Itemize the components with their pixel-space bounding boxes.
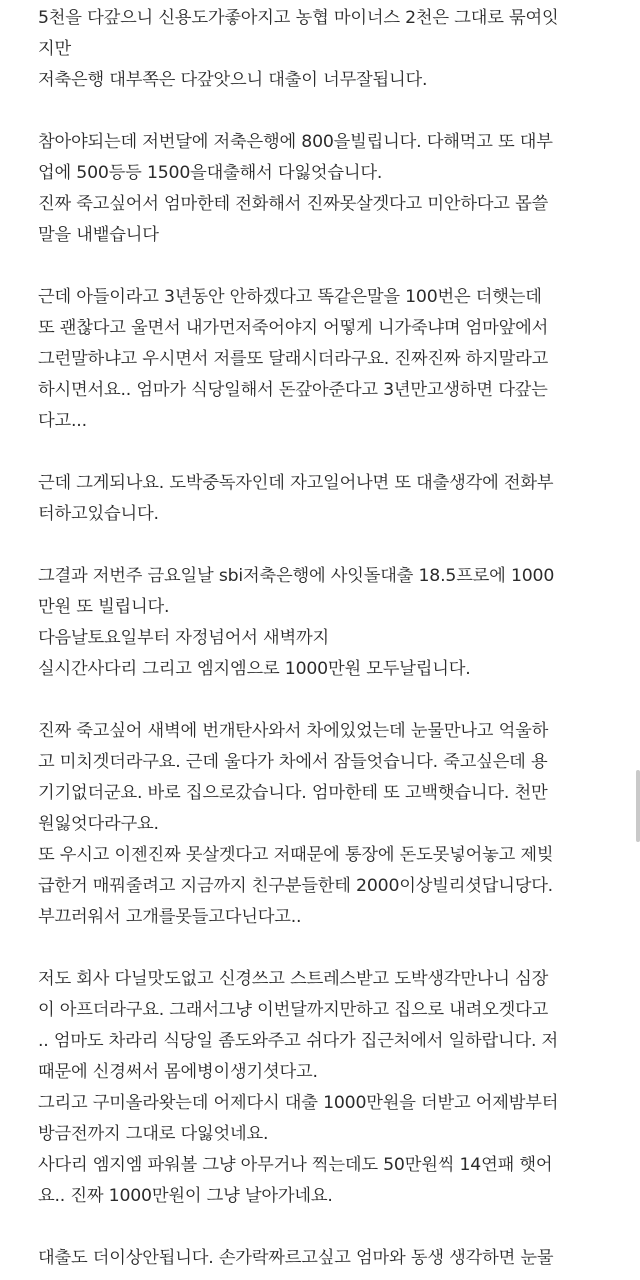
paragraph-spacer	[38, 530, 622, 561]
paragraph	[38, 468, 622, 530]
post-text-line: 때문에 신경써서 몸에병이생기셧다고.	[38, 1062, 318, 1082]
post-text-line: 요.. 진짜 1000만원이 그냥 날아가네요.	[38, 1186, 333, 1206]
post-text-line: .. 엄마도 차라리 식당일 좀도와주고 쉬다가 집근처에서 일하랍니다. 저	[38, 1031, 559, 1051]
paragraph	[38, 127, 622, 251]
post-text-line: 사다리 엠지엠 파워볼 그냥 아무거나 찍는데도 50만원씩 14연패 햇어	[38, 1155, 553, 1175]
post-text-line: 고 미치겟더라구요. 근데 울다가 차에서 잠들엇습니다. 죽고싶은데 용	[38, 752, 548, 772]
post-text-line: 참아야되는데 저번달에 저축은행에 800을빌립니다. 다해먹고 또 대부	[38, 132, 553, 152]
paragraph	[38, 3, 622, 96]
post-text-line: 방금전까지 그대로 다잃엇네요.	[38, 1124, 269, 1144]
paragraph	[38, 964, 622, 1212]
post-text-line: 저도 회사 다닐맛도없고 신경쓰고 스트레스받고 도박생각만나니 심장	[38, 969, 549, 989]
post-text-line: 이 아프더라구요. 그래서그냥 이번달까지만하고 집으로 내려오겟다고	[38, 1000, 549, 1020]
paragraph-spacer	[38, 251, 622, 282]
post-text-line: 원잃엇다라구요.	[38, 814, 159, 834]
post-text-line: 5천을 다갚으니 신용도가좋아지고 농협 마이너스 2천은 그대로 묶여잇	[38, 8, 559, 28]
post-text-line: 업에 500등등 1500을대출해서 다잃엇습니다.	[38, 163, 383, 183]
paragraph-spacer	[38, 1212, 622, 1243]
paragraph-spacer	[38, 933, 622, 964]
post-text-line: 말을 내뱉습니다	[38, 225, 159, 245]
post-text-line: 근데 그게되나요. 도박중독자인데 자고일어나면 또 대출생각에 전화부	[38, 473, 554, 493]
post-text-line: 그결과 저번주 금요일날 sbi저축은행에 사잇돌대출 18.5프로에 1000	[38, 566, 555, 586]
post-text-line: 대출도 더이상안됩니다. 손가락짜르고싶고 엄마와 동생 생각하면 눈물	[38, 1248, 554, 1268]
paragraph-spacer	[38, 685, 622, 716]
post-text-line: 다음날토요일부터 자정넘어서 새벽까지	[38, 628, 329, 648]
post-text-line: 진짜 죽고싶어 새벽에 번개탄사와서 차에있었는데 눈물만나고 억울하	[38, 721, 549, 741]
paragraph-spacer	[38, 437, 622, 468]
post-text-line: 하시면서요.. 엄마가 식당일해서 돈갚아준다고 3년만고생하면 다갚는	[38, 380, 548, 400]
post-text-line: 기기없더군요. 바로 집으로갔습니다. 엄마한테 또 고백햇습니다. 천만	[38, 783, 548, 803]
post-body	[38, 3, 622, 1274]
post-text-line: 급한거 매꿔줄려고 지금까지 친구분들한테 2000이상빌리셧답니당다.	[38, 876, 553, 896]
paragraph	[38, 282, 622, 437]
post-text-line: 또 괜찮다고 울면서 내가먼저죽어야지 어떻게 니가죽냐며 엄마앞에서	[38, 318, 549, 338]
post-text-line: 부끄러워서 고개를못들고다닌다고..	[38, 907, 302, 927]
paragraph	[38, 561, 622, 685]
paragraph	[38, 1243, 622, 1274]
post-text-line: 만원 또 빌립니다.	[38, 597, 170, 617]
post-text-line: 그리고 구미올라왓는데 어제다시 대출 1000만원을 더받고 어제밤부터	[38, 1093, 559, 1113]
paragraph-spacer	[38, 96, 622, 127]
post-text-line: 진짜 죽고싶어서 엄마한테 전화해서 진짜못살겟다고 미안하다고 몹쓸	[38, 194, 549, 214]
post-text-line: 터하고있습니다.	[38, 504, 159, 524]
post-text-line: 또 우시고 이젠진짜 못살겟다고 저때문에 통장에 돈도못넣어놓고 제빚	[38, 845, 554, 865]
paragraph	[38, 716, 622, 933]
post-text-line: 그런말하냐고 우시면서 저를또 달래시더라구요. 진짜진짜 하지말라고	[38, 349, 549, 369]
post-text-line: 저축은행 대부쪽은 다갚앗으니 대출이 너무잘됩니다.	[38, 70, 428, 90]
post-text-line: 실시간사다리 그리고 엠지엠으로 1000만원 모두날립니다.	[38, 659, 471, 679]
post-text-line: 근데 아들이라고 3년동안 안하겠다고 똑같은말을 100번은 더햇는데	[38, 287, 542, 307]
scrollbar-thumb[interactable]	[636, 770, 640, 842]
post-text-line: 지만	[38, 39, 71, 59]
post-text-line: 다고...	[38, 411, 87, 431]
